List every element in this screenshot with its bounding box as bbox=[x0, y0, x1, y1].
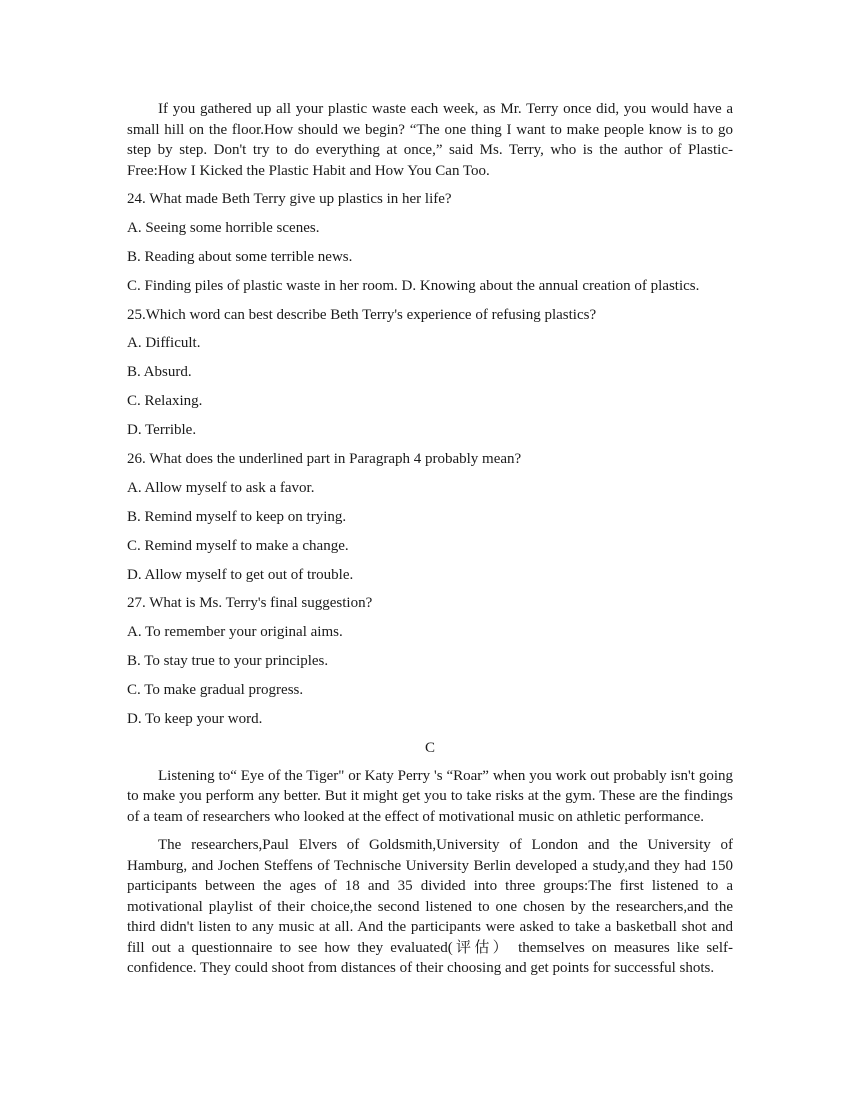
answer-option: C. Remind myself to make a change. bbox=[127, 537, 349, 554]
question-24 bbox=[127, 189, 733, 296]
question-stem: 26. What does the underlined part in Paragraph 4 probably mean? bbox=[127, 451, 522, 468]
answer-option: D. Allow myself to get out of trouble. bbox=[127, 566, 354, 583]
answer-option: C. To make gradual progress. bbox=[127, 682, 304, 699]
answer-option: C. Relaxing. bbox=[127, 393, 203, 410]
passage-c-paragraph-1: Listening to“ Eye of the Tiger" or Katy Perry 's “Roar” when you work out probably isn't going to make you perform any better. But it might get you to take risks at the gym. These are the findings of a team of researchers who looked at the effect of motivational music on athletic performance. bbox=[127, 767, 733, 825]
answer-option: B. Remind myself to keep on trying. bbox=[127, 508, 347, 525]
answer-option: D. To keep your word. bbox=[127, 711, 263, 728]
answer-option: B. To stay true to your principles. bbox=[127, 653, 329, 670]
question-27 bbox=[127, 593, 733, 729]
answer-option: A. Allow myself to ask a favor. bbox=[127, 479, 315, 496]
answer-option: C. Finding piles of plastic waste in her room. D. Knowing about the annual creation of plastics. bbox=[127, 277, 700, 294]
answer-option: B. Reading about some terrible news. bbox=[127, 248, 353, 265]
answer-option: A. To remember your original aims. bbox=[127, 624, 343, 641]
section-heading: C bbox=[424, 739, 435, 756]
question-stem: 25.Which word can best describe Beth Terry's experience of refusing plastics? bbox=[127, 306, 597, 323]
passage-c-paragraph-2: The researchers,Paul Elvers of Goldsmith,University of London and the University of Hamburg, and Jochen Steffens of Technische University Berlin developed a study,and they had 150 participants between the ages of 18 and 35 divided into three groups:The first listened to a motivational playlist of their choice,the second listened to one chosen by the researchers,and the third didn't listen to any music at all. And the participants were asked to take a basketball shot and fill out a questionnaire to see how they evaluated(评估） themselves on measures like self-confidence. They could shoot from distances of their choosing and get points for successful shots. bbox=[127, 837, 733, 977]
question-stem: 27. What is Ms. Terry's final suggestion? bbox=[127, 595, 373, 612]
answer-option: B. Absurd. bbox=[127, 364, 192, 381]
answer-option: A. Difficult. bbox=[127, 335, 201, 352]
question-25 bbox=[127, 305, 733, 441]
question-26 bbox=[127, 449, 733, 585]
question-stem: 24. What made Beth Terry give up plastics in her life? bbox=[127, 191, 452, 207]
answer-option: D. Terrible. bbox=[127, 422, 197, 439]
passage-b-final-paragraph: If you gathered up all your plastic waste each week, as Mr. Terry once did, you would have a small hill on the floor.How should we begin? “The one thing I want to make people know is to go step by step. Don't try to do everything at once,” said Ms. Terry, who is the author of Plastic-Free:How I Kicked the Plastic Habit and How You Can Too. bbox=[127, 101, 733, 179]
answer-option: A. Seeing some horrible scenes. bbox=[127, 219, 320, 236]
